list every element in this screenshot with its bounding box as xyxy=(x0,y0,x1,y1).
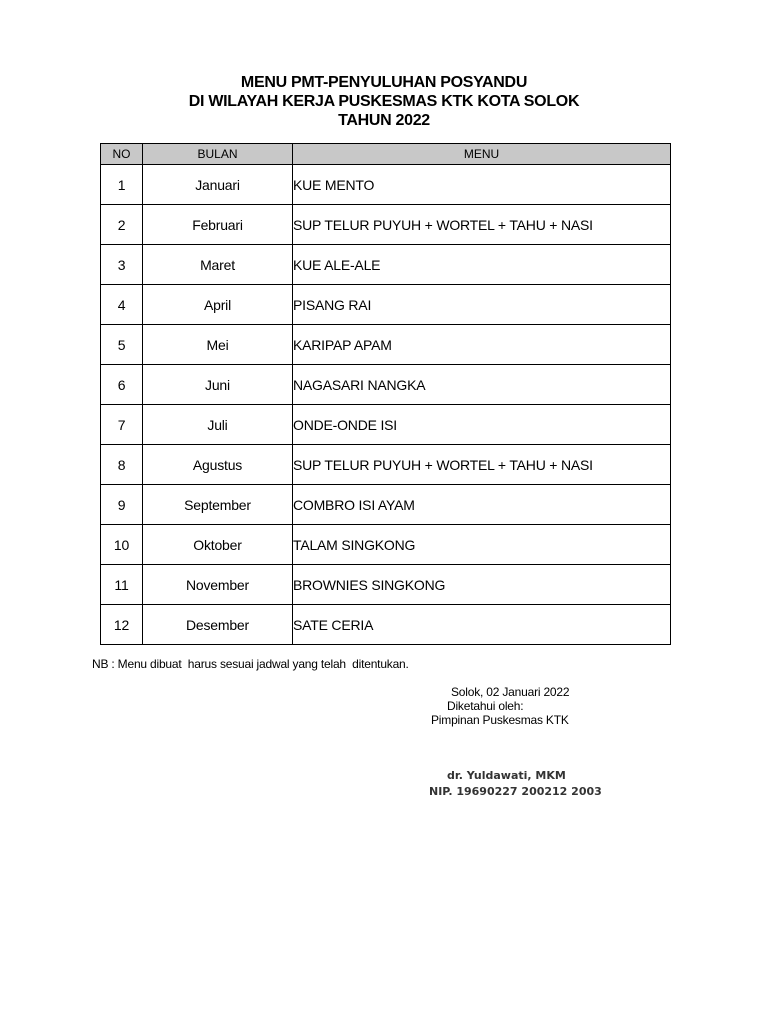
cell-bulan: Oktober xyxy=(143,525,293,565)
table-row xyxy=(101,605,671,645)
cell-menu: KUE MENTO xyxy=(293,165,671,205)
signature-acknowledged: Diketahui oleh: xyxy=(447,699,524,713)
cell-menu: ONDE-ONDE ISI xyxy=(293,405,671,445)
cell-no: 6 xyxy=(101,365,143,405)
cell-bulan: Januari xyxy=(143,165,293,205)
cell-no: 2 xyxy=(101,205,143,245)
cell-menu: BROWNIES SINGKONG xyxy=(293,565,671,605)
title-line-1: MENU PMT-PENYULUHAN POSYANDU xyxy=(240,74,528,91)
cell-bulan: September xyxy=(143,485,293,525)
table-row xyxy=(101,565,671,605)
table-row xyxy=(101,405,671,445)
cell-menu: SUP TELUR PUYUH + WORTEL + TAHU + NASI xyxy=(293,445,671,485)
footnote: NB : Menu dibuat harus sesuai jadwal yang telah ditentukan. xyxy=(92,657,409,671)
table-header-row xyxy=(101,144,671,165)
cell-no: 5 xyxy=(101,325,143,365)
cell-menu: PISANG RAI xyxy=(293,285,671,325)
signature-place-date: Solok, 02 Januari 2022 xyxy=(451,685,570,699)
cell-bulan: Juni xyxy=(143,365,293,405)
cell-menu: NAGASARI NANGKA xyxy=(293,365,671,405)
title-line-3: TAHUN 2022 xyxy=(338,112,430,129)
table-row xyxy=(101,525,671,565)
signature-nip: NIP. 19690227 200212 2003 xyxy=(429,785,602,798)
cell-bulan: Desember xyxy=(143,605,293,645)
table-row xyxy=(101,165,671,205)
cell-no: 8 xyxy=(101,445,143,485)
column-header-menu: MENU xyxy=(293,144,671,165)
signature-position: Pimpinan Puskesmas KTK xyxy=(431,713,569,727)
cell-no: 12 xyxy=(101,605,143,645)
signature-name: dr. Yuldawati, MKM xyxy=(447,769,566,782)
table-row xyxy=(101,205,671,245)
title-line-2: DI WILAYAH KERJA PUSKESMAS KTK KOTA SOLOK xyxy=(188,93,580,110)
cell-bulan: Juli xyxy=(143,405,293,445)
cell-menu: SATE CERIA xyxy=(293,605,671,645)
menu-table xyxy=(100,143,671,645)
document-title xyxy=(0,73,768,130)
cell-menu: KUE ALE-ALE xyxy=(293,245,671,285)
cell-bulan: Maret xyxy=(143,245,293,285)
cell-no: 7 xyxy=(101,405,143,445)
cell-no: 3 xyxy=(101,245,143,285)
cell-bulan: November xyxy=(143,565,293,605)
cell-menu: SUP TELUR PUYUH + WORTEL + TAHU + NASI xyxy=(293,205,671,245)
table-row xyxy=(101,365,671,405)
table-row xyxy=(101,245,671,285)
column-header-no: NO xyxy=(101,144,143,165)
cell-no: 9 xyxy=(101,485,143,525)
cell-no: 4 xyxy=(101,285,143,325)
cell-menu: COMBRO ISI AYAM xyxy=(293,485,671,525)
cell-no: 1 xyxy=(101,165,143,205)
cell-bulan: Agustus xyxy=(143,445,293,485)
cell-menu: TALAM SINGKONG xyxy=(293,525,671,565)
cell-menu: KARIPAP APAM xyxy=(293,325,671,365)
column-header-bulan: BULAN xyxy=(143,144,293,165)
cell-bulan: Mei xyxy=(143,325,293,365)
table-row xyxy=(101,285,671,325)
cell-no: 11 xyxy=(101,565,143,605)
cell-bulan: April xyxy=(143,285,293,325)
table-row xyxy=(101,445,671,485)
table-row xyxy=(101,325,671,365)
cell-bulan: Februari xyxy=(143,205,293,245)
table-row xyxy=(101,485,671,525)
cell-no: 10 xyxy=(101,525,143,565)
